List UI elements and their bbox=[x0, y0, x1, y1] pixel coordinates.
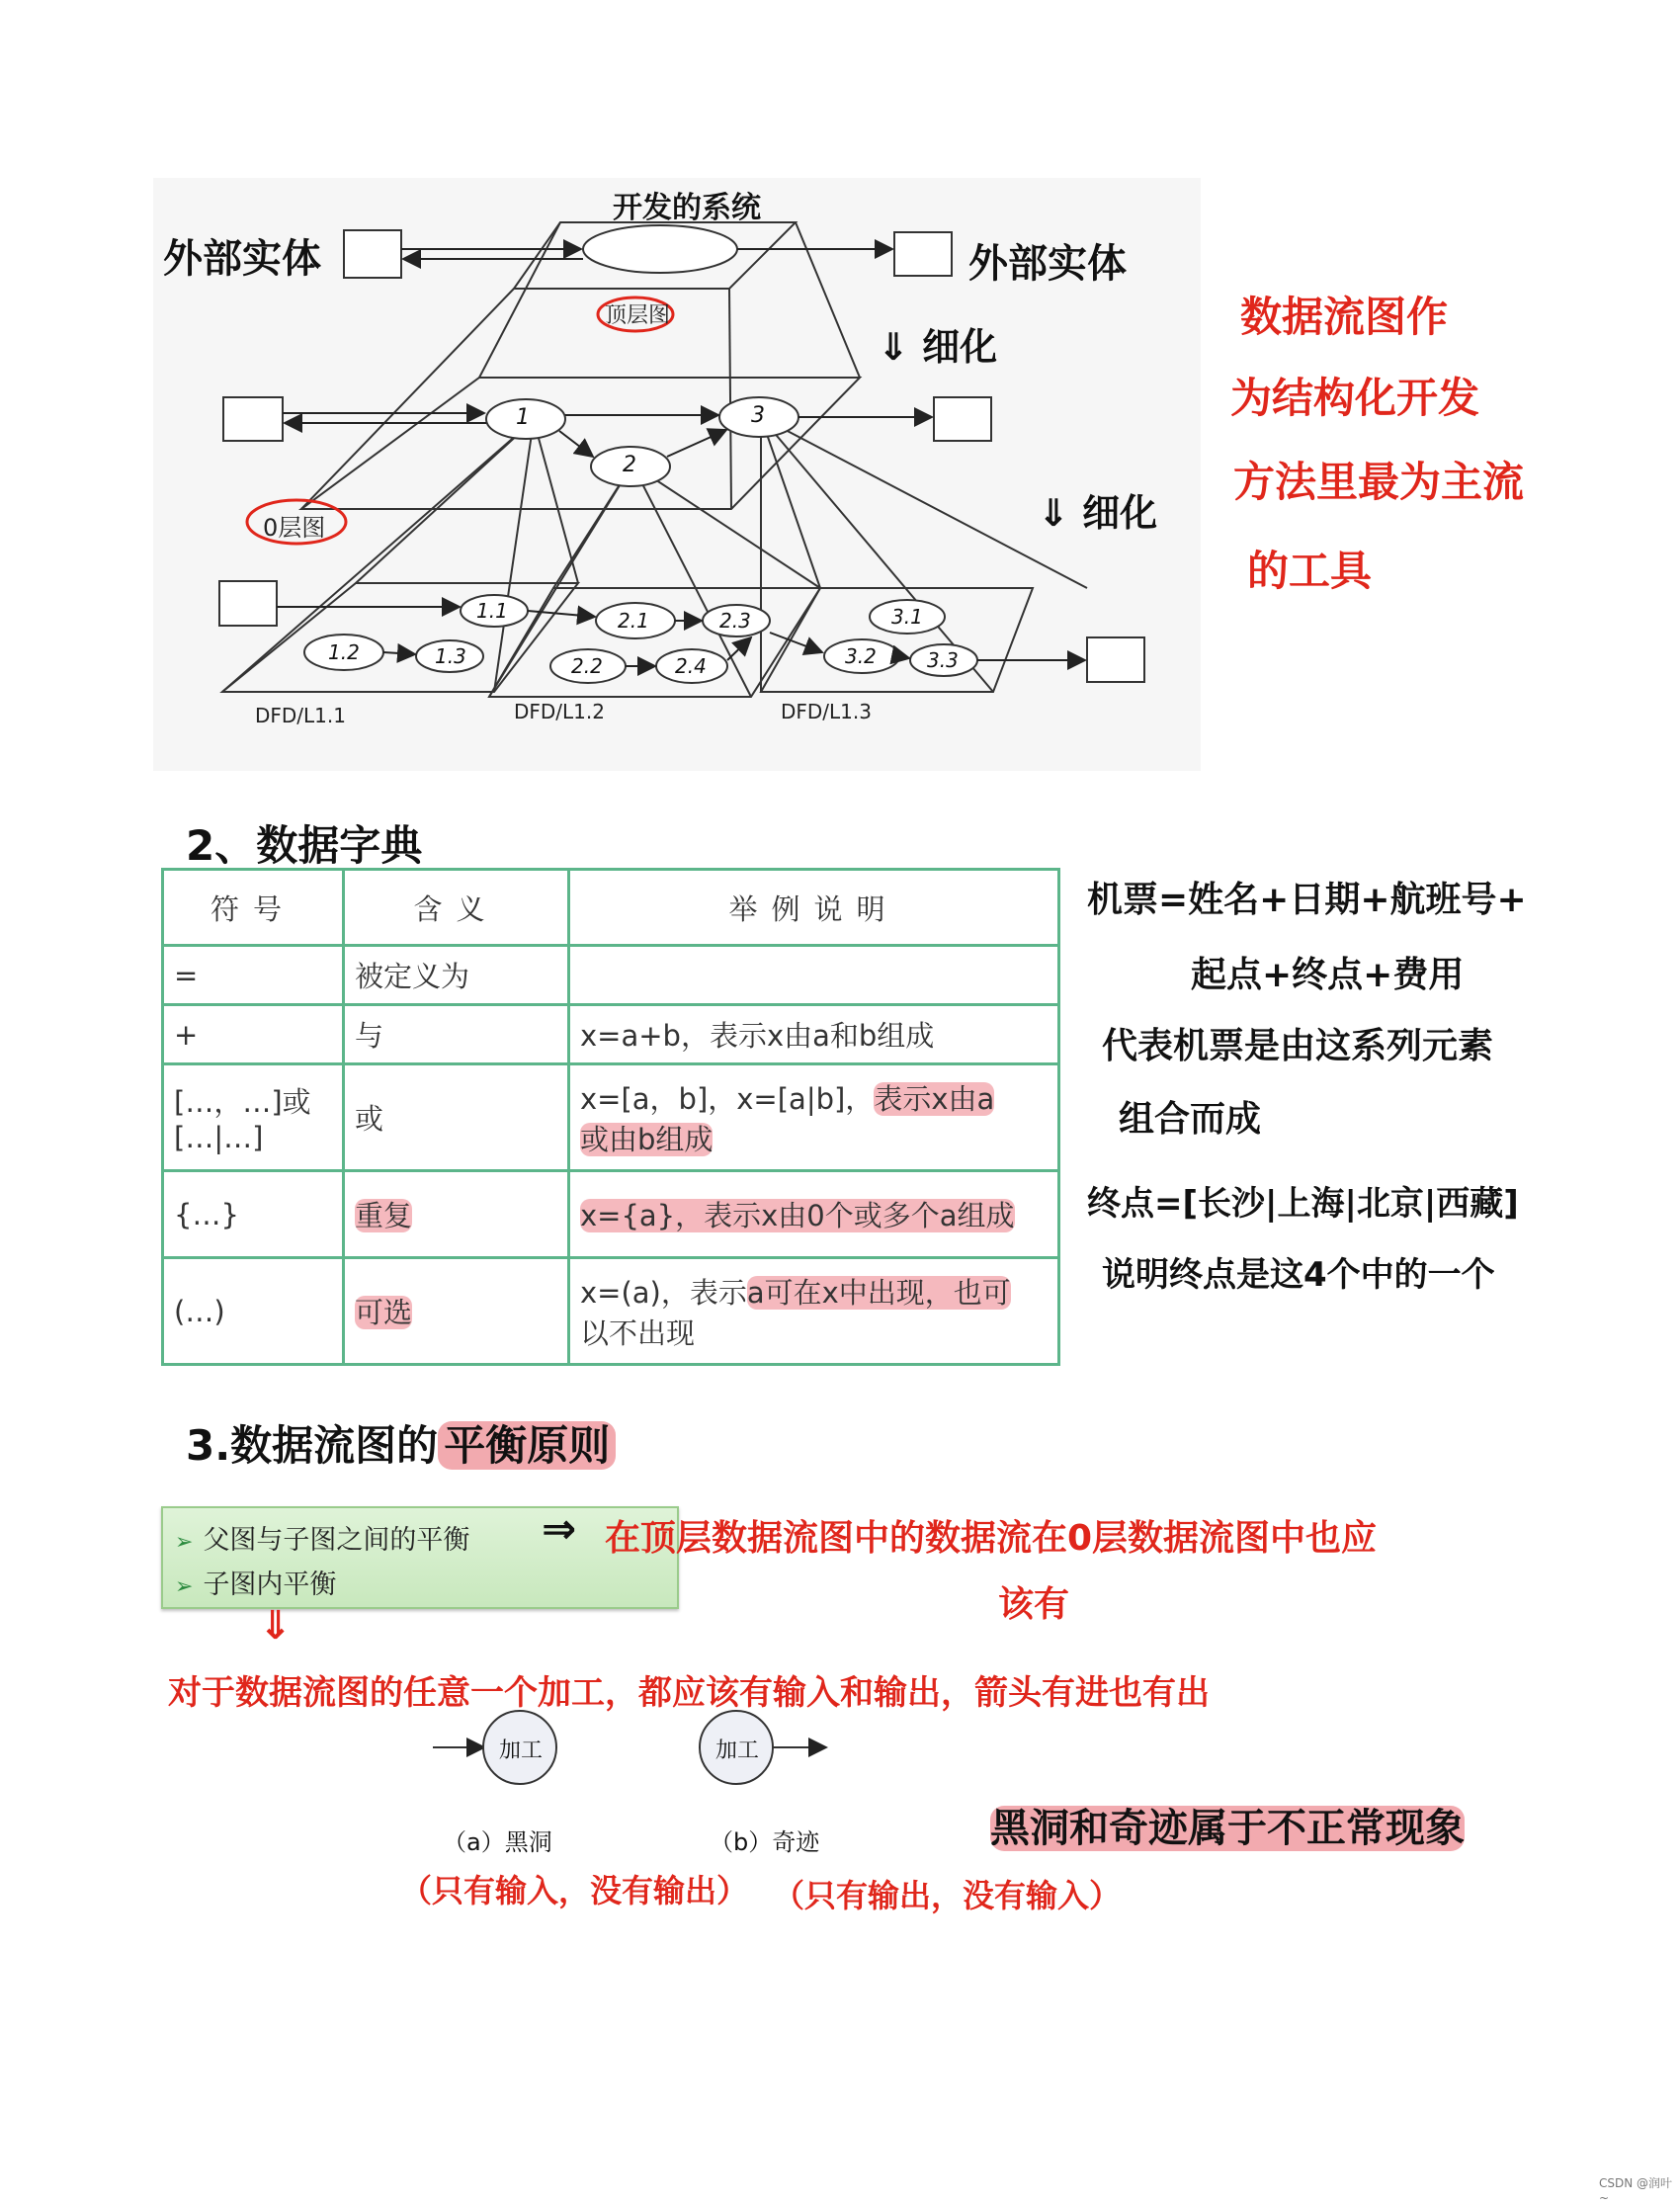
cell-example bbox=[569, 946, 1059, 1005]
p33-label: 3.3 bbox=[927, 648, 959, 672]
example-text: x=[a，b]，x=[a|b]， bbox=[580, 1081, 875, 1116]
table-row bbox=[163, 1258, 1059, 1365]
p1-label: 1 bbox=[516, 405, 530, 430]
top-ext-right bbox=[894, 232, 952, 276]
note-dict-line1: 机票=姓名+日期+航班号+ bbox=[1087, 880, 1527, 920]
example-highlight: 表示x由a bbox=[874, 1081, 995, 1116]
balance-item-parent-child bbox=[175, 1518, 469, 1557]
data-dictionary-table bbox=[161, 868, 1060, 1366]
cell-meaning bbox=[344, 1171, 569, 1258]
dfd-refine1: ⇓ 细化 bbox=[878, 325, 998, 369]
l0-ext-left bbox=[223, 397, 283, 441]
example-highlight: 或由b组成 bbox=[580, 1122, 714, 1156]
dfd-l13-label: DFD/L1.3 bbox=[781, 700, 872, 723]
cell-symbol: = bbox=[163, 946, 344, 1005]
dfd-top-level-label: 顶层图 bbox=[605, 303, 671, 328]
dfd-refine2: ⇓ 细化 bbox=[1038, 491, 1158, 535]
cell-example bbox=[569, 1258, 1059, 1365]
dfd-l12-label: DFD/L1.2 bbox=[514, 700, 605, 723]
dfd-top-label: 开发的系统 bbox=[613, 191, 761, 225]
note-dict-line4: 组合而成 bbox=[1119, 1099, 1262, 1140]
balance-item-label: 子图内平衡 bbox=[203, 1569, 337, 1600]
cell-example: x=a+b，表示x由a和b组成 bbox=[569, 1005, 1059, 1064]
p21-label: 2.1 bbox=[618, 609, 649, 633]
p32-label: 3.2 bbox=[845, 644, 877, 668]
note-dict-line5: 终点=[长沙|上海|北京|西藏] bbox=[1087, 1184, 1519, 1224]
p31-label: 3.1 bbox=[891, 605, 923, 629]
cell-symbol: + bbox=[163, 1005, 344, 1064]
note-top-line1: 数据流图作 bbox=[1240, 293, 1449, 341]
section2-title: 2、数据字典 bbox=[186, 821, 423, 870]
chevron-right-icon: ➢ bbox=[175, 1530, 194, 1555]
top-system-oval bbox=[583, 225, 737, 273]
level0-plane bbox=[301, 378, 860, 509]
example-highlight: a可在x中出现，也可 bbox=[746, 1275, 1011, 1310]
blackhole-node-label: 加工 bbox=[499, 1739, 544, 1763]
example-highlight: x={a}，表示x由0个或多个a组成 bbox=[580, 1199, 1015, 1232]
cell-meaning bbox=[344, 1258, 569, 1365]
abnormal-note-text: 黑洞和奇迹属于不正常现象 bbox=[990, 1806, 1465, 1851]
balance-note2: 对于数据流图的任意一个加工，都应该有输入和输出，箭头有进也有出 bbox=[168, 1673, 1210, 1713]
example-text: 以不出现 bbox=[580, 1315, 696, 1350]
chevron-right-icon: ➢ bbox=[175, 1574, 194, 1599]
balance-note1-line1: 在顶层数据流图中的数据流在0层数据流图中也应 bbox=[605, 1518, 1378, 1559]
cell-meaning: 与 bbox=[344, 1005, 569, 1064]
blackhole-note: （只有输入，没有输出） bbox=[400, 1872, 749, 1909]
note-top-line4: 的工具 bbox=[1247, 547, 1373, 595]
cell-example bbox=[569, 1064, 1059, 1171]
balance-principles-box bbox=[161, 1506, 679, 1609]
note-dict-line2: 起点+终点+费用 bbox=[1191, 955, 1465, 995]
balance-note1-line2: 该有 bbox=[998, 1584, 1070, 1625]
header-meaning: 含义 bbox=[344, 870, 569, 946]
header-symbol: 符号 bbox=[163, 870, 344, 946]
l1-ext-left bbox=[219, 581, 277, 626]
miracle-caption: （b）奇迹 bbox=[710, 1828, 820, 1856]
p3-label: 3 bbox=[751, 403, 765, 428]
p22-label: 2.2 bbox=[571, 654, 603, 678]
p23-label: 2.3 bbox=[719, 609, 751, 633]
table-header-row bbox=[163, 870, 1059, 946]
top-ext-left bbox=[344, 230, 401, 278]
p24-label: 2.4 bbox=[675, 654, 707, 678]
note-top-line2: 为结构化开发 bbox=[1230, 374, 1480, 422]
down-arrow-icon: ⇓ bbox=[259, 1603, 293, 1649]
meaning-highlight: 重复 bbox=[355, 1199, 413, 1232]
l0-ext-right bbox=[934, 397, 991, 441]
dfd-ext-right-label: 外部实体 bbox=[968, 241, 1127, 287]
table-row bbox=[163, 1005, 1059, 1064]
cell-symbol: {…} bbox=[163, 1171, 344, 1258]
example-text: x=(a)，表示 bbox=[580, 1275, 747, 1310]
p2-label: 2 bbox=[623, 453, 636, 477]
section3-title-highlight: 平衡原则 bbox=[438, 1421, 616, 1470]
table-row bbox=[163, 1171, 1059, 1258]
p11-label: 1.1 bbox=[476, 599, 508, 623]
balance-item-label: 父图与子图之间的平衡 bbox=[203, 1525, 470, 1556]
section3-title-main: 3.数据流图的 bbox=[186, 1421, 439, 1470]
l1-ext-right bbox=[1087, 637, 1144, 682]
note-dict-line6: 说明终点是这4个中的一个 bbox=[1102, 1255, 1495, 1295]
dfd-level0-label: 0层图 bbox=[263, 514, 326, 542]
table-row bbox=[163, 946, 1059, 1005]
meaning-highlight: 可选 bbox=[355, 1296, 413, 1329]
section3-title bbox=[186, 1413, 616, 1473]
cell-meaning: 被定义为 bbox=[344, 946, 569, 1005]
balance-item-within-child bbox=[175, 1563, 336, 1601]
watermark: CSDN @润叶~ bbox=[1599, 2176, 1673, 2205]
dfd-ext-left-label: 外部实体 bbox=[163, 236, 321, 282]
note-dict-line3: 代表机票是由这系列元素 bbox=[1102, 1026, 1494, 1066]
dfd-l11-label: DFD/L1.1 bbox=[255, 704, 346, 727]
header-example: 举例说明 bbox=[569, 870, 1059, 946]
cell-example bbox=[569, 1171, 1059, 1258]
abnormal-note bbox=[990, 1797, 1465, 1853]
double-arrow-icon: ⇒ bbox=[542, 1504, 577, 1553]
cell-symbol: (…) bbox=[163, 1258, 344, 1365]
miracle-note: （只有输出，没有输入） bbox=[773, 1877, 1122, 1914]
blackhole-caption: （a）黑洞 bbox=[443, 1828, 552, 1856]
p12-label: 1.2 bbox=[328, 640, 360, 664]
note-top-line3: 方法里最为主流 bbox=[1233, 458, 1525, 506]
table-row bbox=[163, 1064, 1059, 1171]
cell-symbol: […，…]或 […|…] bbox=[163, 1064, 344, 1171]
miracle-node-label: 加工 bbox=[715, 1739, 760, 1763]
p13-label: 1.3 bbox=[435, 644, 466, 668]
cell-meaning: 或 bbox=[344, 1064, 569, 1171]
